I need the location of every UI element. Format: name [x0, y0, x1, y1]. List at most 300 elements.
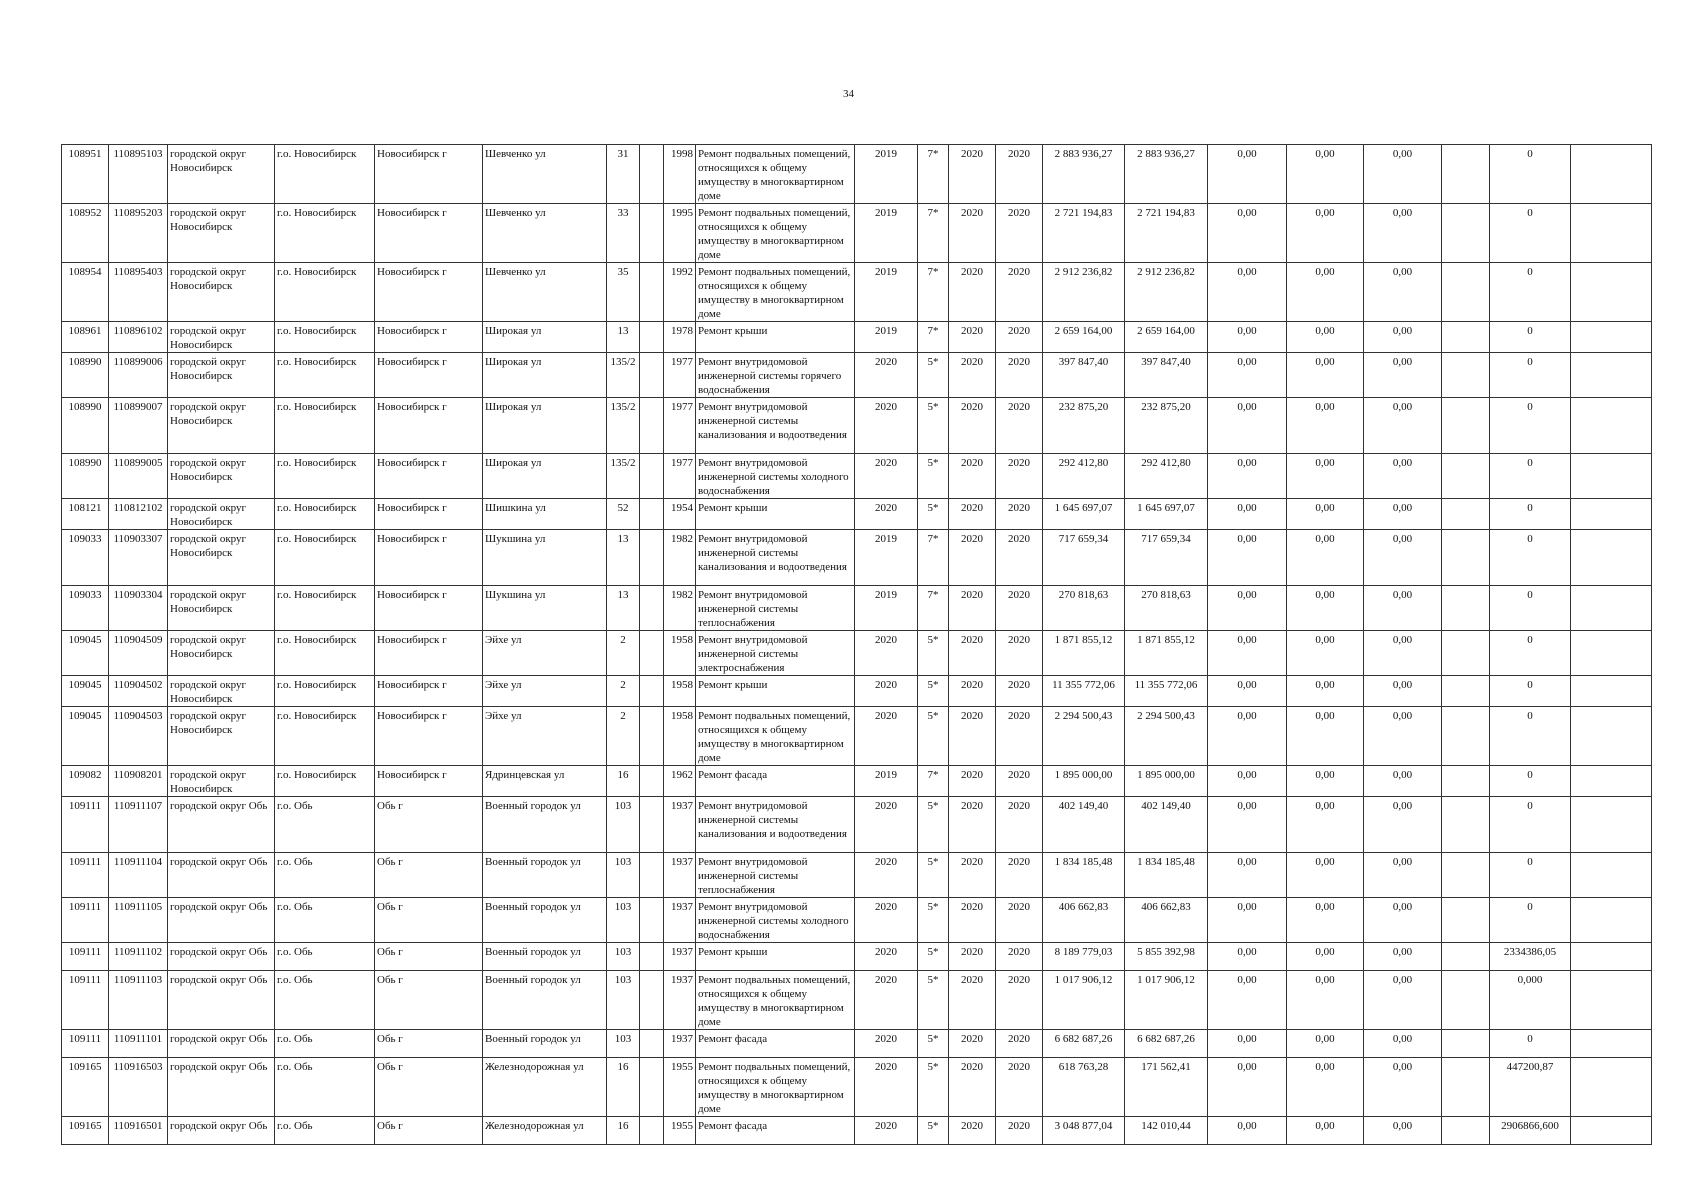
fund-amount-cell: 1 895 000,00: [1125, 766, 1208, 797]
budget-federal-cell: 0,00: [1208, 853, 1287, 898]
budget-federal-cell: 0,00: [1208, 353, 1287, 398]
owner-funds-cell: 0: [1490, 676, 1571, 707]
end-year-cell: 2020: [996, 676, 1043, 707]
work-type-cell: Ремонт подвальных помещений, относящихся к общему имуществу в многоквартирном доме: [696, 263, 855, 322]
blank-col-2-cell: [1571, 797, 1652, 853]
city-cell: Обь г: [375, 1058, 483, 1117]
table-row: [62, 530, 1652, 586]
budget-regional-cell: 0,00: [1287, 676, 1364, 707]
total-cost-cell: 1 017 906,12: [1043, 971, 1125, 1030]
building-number-cell: [640, 263, 664, 322]
build-year-cell: 1982: [664, 586, 696, 631]
street-cell: Военный городок ул: [483, 797, 607, 853]
blank-col-2-cell: [1571, 898, 1652, 943]
municipality-cell: г.о. Новосибирск: [275, 353, 375, 398]
end-year-cell: 2020: [996, 530, 1043, 586]
blank-col-2-cell: [1571, 943, 1652, 971]
total-cost-cell: 406 662,83: [1043, 898, 1125, 943]
fund-amount-cell: 292 412,80: [1125, 454, 1208, 499]
planned-year-cell: 2020: [855, 353, 918, 398]
blank-col-2-cell: [1571, 263, 1652, 322]
owner-funds-cell: 2334386,05: [1490, 943, 1571, 971]
street-cell: Военный городок ул: [483, 898, 607, 943]
criterion-cell: 5*: [918, 1117, 949, 1145]
planned-year-cell: 2020: [855, 898, 918, 943]
municipality-cell: г.о. Обь: [275, 898, 375, 943]
owner-funds-cell: 0: [1490, 766, 1571, 797]
municipality-cell: г.о. Обь: [275, 1117, 375, 1145]
work-type-cell: Ремонт внутридомовой инженерной системы теплоснабжения: [696, 586, 855, 631]
blank-col-cell: [1442, 1117, 1490, 1145]
street-cell: Шукшина ул: [483, 530, 607, 586]
record-id-cell: 109111: [62, 971, 109, 1030]
building-number-cell: [640, 707, 664, 766]
city-cell: Новосибирск г: [375, 204, 483, 263]
house-number-cell: 2: [607, 676, 640, 707]
district-name-cell: городской округ Обь: [168, 971, 275, 1030]
object-code-cell: 110899007: [109, 398, 168, 454]
blank-col-cell: [1442, 454, 1490, 499]
house-number-cell: 16: [607, 766, 640, 797]
blank-col-2-cell: [1571, 398, 1652, 454]
build-year-cell: 1962: [664, 766, 696, 797]
table-row: [62, 766, 1652, 797]
building-number-cell: [640, 1117, 664, 1145]
table-row: [62, 797, 1652, 853]
table-row: [62, 943, 1652, 971]
budget-regional-cell: 0,00: [1287, 204, 1364, 263]
blank-col-cell: [1442, 766, 1490, 797]
blank-col-cell: [1442, 398, 1490, 454]
district-name-cell: городской округ Обь: [168, 1117, 275, 1145]
total-cost-cell: 2 912 236,82: [1043, 263, 1125, 322]
district-name-cell: городской округ Обь: [168, 853, 275, 898]
fund-amount-cell: 142 010,44: [1125, 1117, 1208, 1145]
budget-local-cell: 0,00: [1364, 1030, 1442, 1058]
record-id-cell: 109111: [62, 853, 109, 898]
budget-federal-cell: 0,00: [1208, 943, 1287, 971]
criterion-cell: 5*: [918, 707, 949, 766]
owner-funds-cell: 0: [1490, 530, 1571, 586]
fund-amount-cell: 5 855 392,98: [1125, 943, 1208, 971]
budget-federal-cell: 0,00: [1208, 499, 1287, 530]
planned-year-cell: 2020: [855, 398, 918, 454]
building-number-cell: [640, 499, 664, 530]
table-row: [62, 263, 1652, 322]
start-year-cell: 2020: [949, 322, 996, 353]
end-year-cell: 2020: [996, 398, 1043, 454]
street-cell: Военный городок ул: [483, 1030, 607, 1058]
criterion-cell: 5*: [918, 898, 949, 943]
criterion-cell: 5*: [918, 454, 949, 499]
work-type-cell: Ремонт фасада: [696, 1030, 855, 1058]
record-id-cell: 108990: [62, 454, 109, 499]
record-id-cell: 109082: [62, 766, 109, 797]
blank-col-cell: [1442, 797, 1490, 853]
build-year-cell: 1958: [664, 631, 696, 676]
criterion-cell: 7*: [918, 586, 949, 631]
budget-local-cell: 0,00: [1364, 322, 1442, 353]
table-row: [62, 707, 1652, 766]
start-year-cell: 2020: [949, 353, 996, 398]
municipality-cell: г.о. Новосибирск: [275, 204, 375, 263]
end-year-cell: 2020: [996, 971, 1043, 1030]
city-cell: Новосибирск г: [375, 454, 483, 499]
city-cell: Обь г: [375, 971, 483, 1030]
city-cell: Новосибирск г: [375, 586, 483, 631]
blank-col-cell: [1442, 1030, 1490, 1058]
build-year-cell: 1937: [664, 853, 696, 898]
house-number-cell: 135/2: [607, 353, 640, 398]
city-cell: Новосибирск г: [375, 631, 483, 676]
build-year-cell: 1977: [664, 454, 696, 499]
blank-col-cell: [1442, 943, 1490, 971]
house-number-cell: 13: [607, 322, 640, 353]
budget-federal-cell: 0,00: [1208, 530, 1287, 586]
total-cost-cell: 2 659 164,00: [1043, 322, 1125, 353]
budget-local-cell: 0,00: [1364, 971, 1442, 1030]
build-year-cell: 1937: [664, 1030, 696, 1058]
budget-federal-cell: 0,00: [1208, 204, 1287, 263]
end-year-cell: 2020: [996, 943, 1043, 971]
budget-local-cell: 0,00: [1364, 853, 1442, 898]
municipality-cell: г.о. Обь: [275, 943, 375, 971]
municipality-cell: г.о. Новосибирск: [275, 499, 375, 530]
total-cost-cell: 8 189 779,03: [1043, 943, 1125, 971]
budget-local-cell: 0,00: [1364, 707, 1442, 766]
criterion-cell: 5*: [918, 676, 949, 707]
budget-local-cell: 0,00: [1364, 898, 1442, 943]
object-code-cell: 110911107: [109, 797, 168, 853]
owner-funds-cell: 2906866,600: [1490, 1117, 1571, 1145]
work-type-cell: Ремонт фасада: [696, 766, 855, 797]
work-type-cell: Ремонт подвальных помещений, относящихся к общему имуществу в многоквартирном доме: [696, 145, 855, 204]
budget-regional-cell: 0,00: [1287, 586, 1364, 631]
criterion-cell: 5*: [918, 353, 949, 398]
fund-amount-cell: 232 875,20: [1125, 398, 1208, 454]
work-type-cell: Ремонт внутридомовой инженерной системы канализования и водоотведения: [696, 398, 855, 454]
municipality-cell: г.о. Обь: [275, 797, 375, 853]
work-type-cell: Ремонт внутридомовой инженерной системы холодного водоснабжения: [696, 454, 855, 499]
total-cost-cell: 6 682 687,26: [1043, 1030, 1125, 1058]
end-year-cell: 2020: [996, 766, 1043, 797]
object-code-cell: 110911102: [109, 943, 168, 971]
criterion-cell: 5*: [918, 797, 949, 853]
city-cell: Новосибирск г: [375, 707, 483, 766]
blank-col-cell: [1442, 499, 1490, 530]
street-cell: Военный городок ул: [483, 943, 607, 971]
blank-col-cell: [1442, 631, 1490, 676]
criterion-cell: 5*: [918, 1030, 949, 1058]
budget-federal-cell: 0,00: [1208, 145, 1287, 204]
table-row: [62, 631, 1652, 676]
blank-col-2-cell: [1571, 322, 1652, 353]
blank-col-2-cell: [1571, 1058, 1652, 1117]
blank-col-cell: [1442, 676, 1490, 707]
blank-col-cell: [1442, 707, 1490, 766]
total-cost-cell: 402 149,40: [1043, 797, 1125, 853]
district-name-cell: городской округ Новосибирск: [168, 707, 275, 766]
street-cell: Шишкина ул: [483, 499, 607, 530]
object-code-cell: 110899006: [109, 353, 168, 398]
work-type-cell: Ремонт подвальных помещений, относящихся к общему имуществу в многоквартирном доме: [696, 971, 855, 1030]
fund-amount-cell: 406 662,83: [1125, 898, 1208, 943]
street-cell: Шевченко ул: [483, 145, 607, 204]
budget-local-cell: 0,00: [1364, 631, 1442, 676]
record-id-cell: 109045: [62, 707, 109, 766]
blank-col-cell: [1442, 204, 1490, 263]
budget-regional-cell: 0,00: [1287, 853, 1364, 898]
city-cell: Новосибирск г: [375, 499, 483, 530]
record-id-cell: 109033: [62, 586, 109, 631]
end-year-cell: 2020: [996, 1058, 1043, 1117]
district-name-cell: городской округ Обь: [168, 943, 275, 971]
record-id-cell: 108961: [62, 322, 109, 353]
end-year-cell: 2020: [996, 797, 1043, 853]
house-number-cell: 13: [607, 530, 640, 586]
budget-federal-cell: 0,00: [1208, 707, 1287, 766]
house-number-cell: 52: [607, 499, 640, 530]
budget-local-cell: 0,00: [1364, 1117, 1442, 1145]
blank-col-2-cell: [1571, 530, 1652, 586]
district-name-cell: городской округ Новосибирск: [168, 263, 275, 322]
city-cell: Новосибирск г: [375, 263, 483, 322]
blank-col-2-cell: [1571, 204, 1652, 263]
start-year-cell: 2020: [949, 1117, 996, 1145]
budget-federal-cell: 0,00: [1208, 631, 1287, 676]
table-row: [62, 353, 1652, 398]
start-year-cell: 2020: [949, 676, 996, 707]
budget-regional-cell: 0,00: [1287, 707, 1364, 766]
total-cost-cell: 2 883 936,27: [1043, 145, 1125, 204]
budget-local-cell: 0,00: [1364, 263, 1442, 322]
end-year-cell: 2020: [996, 145, 1043, 204]
house-number-cell: 103: [607, 898, 640, 943]
planned-year-cell: 2020: [855, 1117, 918, 1145]
building-number-cell: [640, 204, 664, 263]
total-cost-cell: 618 763,28: [1043, 1058, 1125, 1117]
work-type-cell: Ремонт фасада: [696, 1117, 855, 1145]
blank-col-cell: [1442, 322, 1490, 353]
building-number-cell: [640, 766, 664, 797]
house-number-cell: 103: [607, 853, 640, 898]
building-number-cell: [640, 797, 664, 853]
street-cell: Широкая ул: [483, 322, 607, 353]
street-cell: Железнодорожная ул: [483, 1117, 607, 1145]
budget-local-cell: 0,00: [1364, 398, 1442, 454]
blank-col-2-cell: [1571, 707, 1652, 766]
budget-local-cell: 0,00: [1364, 204, 1442, 263]
record-id-cell: 109111: [62, 797, 109, 853]
owner-funds-cell: 0: [1490, 797, 1571, 853]
street-cell: Ядринцевская ул: [483, 766, 607, 797]
district-name-cell: городской округ Новосибирск: [168, 766, 275, 797]
district-name-cell: городской округ Новосибирск: [168, 454, 275, 499]
object-code-cell: 110895203: [109, 204, 168, 263]
budget-federal-cell: 0,00: [1208, 586, 1287, 631]
owner-funds-cell: 0: [1490, 499, 1571, 530]
budget-local-cell: 0,00: [1364, 530, 1442, 586]
planned-year-cell: 2019: [855, 530, 918, 586]
record-id-cell: 108990: [62, 353, 109, 398]
blank-col-cell: [1442, 971, 1490, 1030]
object-code-cell: 110904503: [109, 707, 168, 766]
owner-funds-cell: 0: [1490, 204, 1571, 263]
build-year-cell: 1978: [664, 322, 696, 353]
total-cost-cell: 11 355 772,06: [1043, 676, 1125, 707]
build-year-cell: 1955: [664, 1117, 696, 1145]
start-year-cell: 2020: [949, 398, 996, 454]
house-number-cell: 2: [607, 631, 640, 676]
criterion-cell: 5*: [918, 398, 949, 454]
budget-federal-cell: 0,00: [1208, 898, 1287, 943]
budget-regional-cell: 0,00: [1287, 499, 1364, 530]
house-number-cell: 31: [607, 145, 640, 204]
planned-year-cell: 2019: [855, 145, 918, 204]
build-year-cell: 1995: [664, 204, 696, 263]
owner-funds-cell: 0: [1490, 631, 1571, 676]
end-year-cell: 2020: [996, 586, 1043, 631]
table-row: [62, 676, 1652, 707]
blank-col-2-cell: [1571, 766, 1652, 797]
city-cell: Новосибирск г: [375, 766, 483, 797]
budget-federal-cell: 0,00: [1208, 797, 1287, 853]
planned-year-cell: 2020: [855, 853, 918, 898]
criterion-cell: 7*: [918, 145, 949, 204]
total-cost-cell: 717 659,34: [1043, 530, 1125, 586]
criterion-cell: 7*: [918, 322, 949, 353]
start-year-cell: 2020: [949, 263, 996, 322]
street-cell: Шевченко ул: [483, 263, 607, 322]
fund-amount-cell: 1 017 906,12: [1125, 971, 1208, 1030]
street-cell: Широкая ул: [483, 398, 607, 454]
municipality-cell: г.о. Новосибирск: [275, 631, 375, 676]
work-type-cell: Ремонт подвальных помещений, относящихся к общему имуществу в многоквартирном доме: [696, 1058, 855, 1117]
city-cell: Обь г: [375, 797, 483, 853]
start-year-cell: 2020: [949, 530, 996, 586]
end-year-cell: 2020: [996, 707, 1043, 766]
planned-year-cell: 2020: [855, 454, 918, 499]
end-year-cell: 2020: [996, 322, 1043, 353]
planned-year-cell: 2020: [855, 943, 918, 971]
criterion-cell: 5*: [918, 1058, 949, 1117]
house-number-cell: 35: [607, 263, 640, 322]
municipality-cell: г.о. Новосибирск: [275, 707, 375, 766]
city-cell: Обь г: [375, 1117, 483, 1145]
city-cell: Обь г: [375, 853, 483, 898]
street-cell: Военный городок ул: [483, 853, 607, 898]
budget-regional-cell: 0,00: [1287, 797, 1364, 853]
district-name-cell: городской округ Новосибирск: [168, 353, 275, 398]
owner-funds-cell: 0,000: [1490, 971, 1571, 1030]
municipality-cell: г.о. Обь: [275, 1058, 375, 1117]
owner-funds-cell: 447200,87: [1490, 1058, 1571, 1117]
budget-federal-cell: 0,00: [1208, 322, 1287, 353]
budget-regional-cell: 0,00: [1287, 263, 1364, 322]
building-number-cell: [640, 971, 664, 1030]
start-year-cell: 2020: [949, 145, 996, 204]
building-number-cell: [640, 322, 664, 353]
record-id-cell: 108951: [62, 145, 109, 204]
start-year-cell: 2020: [949, 898, 996, 943]
record-id-cell: 108952: [62, 204, 109, 263]
table-row: [62, 454, 1652, 499]
city-cell: Обь г: [375, 898, 483, 943]
owner-funds-cell: 0: [1490, 586, 1571, 631]
building-number-cell: [640, 631, 664, 676]
district-name-cell: городской округ Обь: [168, 898, 275, 943]
budget-regional-cell: 0,00: [1287, 145, 1364, 204]
building-number-cell: [640, 1058, 664, 1117]
municipality-cell: г.о. Обь: [275, 1030, 375, 1058]
owner-funds-cell: 0: [1490, 398, 1571, 454]
planned-year-cell: 2020: [855, 499, 918, 530]
total-cost-cell: 1 895 000,00: [1043, 766, 1125, 797]
owner-funds-cell: 0: [1490, 707, 1571, 766]
criterion-cell: 7*: [918, 263, 949, 322]
build-year-cell: 1937: [664, 943, 696, 971]
district-name-cell: городской округ Новосибирск: [168, 145, 275, 204]
total-cost-cell: 292 412,80: [1043, 454, 1125, 499]
budget-local-cell: 0,00: [1364, 353, 1442, 398]
district-name-cell: городской округ Обь: [168, 1030, 275, 1058]
build-year-cell: 1998: [664, 145, 696, 204]
budget-regional-cell: 0,00: [1287, 1030, 1364, 1058]
owner-funds-cell: 0: [1490, 454, 1571, 499]
fund-amount-cell: 2 912 236,82: [1125, 263, 1208, 322]
object-code-cell: 110903307: [109, 530, 168, 586]
fund-amount-cell: 11 355 772,06: [1125, 676, 1208, 707]
street-cell: Эйхе ул: [483, 707, 607, 766]
street-cell: Широкая ул: [483, 454, 607, 499]
planned-year-cell: 2019: [855, 263, 918, 322]
budget-regional-cell: 0,00: [1287, 971, 1364, 1030]
budget-regional-cell: 0,00: [1287, 322, 1364, 353]
budget-regional-cell: 0,00: [1287, 353, 1364, 398]
object-code-cell: 110899005: [109, 454, 168, 499]
blank-col-2-cell: [1571, 353, 1652, 398]
street-cell: Эйхе ул: [483, 676, 607, 707]
street-cell: Эйхе ул: [483, 631, 607, 676]
object-code-cell: 110911103: [109, 971, 168, 1030]
budget-local-cell: 0,00: [1364, 943, 1442, 971]
planned-year-cell: 2019: [855, 586, 918, 631]
end-year-cell: 2020: [996, 1117, 1043, 1145]
object-code-cell: 110908201: [109, 766, 168, 797]
district-name-cell: городской округ Обь: [168, 797, 275, 853]
object-code-cell: 110911105: [109, 898, 168, 943]
total-cost-cell: 232 875,20: [1043, 398, 1125, 454]
planned-year-cell: 2019: [855, 766, 918, 797]
blank-col-cell: [1442, 145, 1490, 204]
planned-year-cell: 2019: [855, 204, 918, 263]
work-type-cell: Ремонт крыши: [696, 676, 855, 707]
district-name-cell: городской округ Новосибирск: [168, 631, 275, 676]
object-code-cell: 110895103: [109, 145, 168, 204]
table-row: [62, 204, 1652, 263]
city-cell: Новосибирск г: [375, 398, 483, 454]
planned-year-cell: 2020: [855, 707, 918, 766]
municipality-cell: г.о. Новосибирск: [275, 454, 375, 499]
building-number-cell: [640, 145, 664, 204]
criterion-cell: 7*: [918, 530, 949, 586]
record-id-cell: 108990: [62, 398, 109, 454]
budget-federal-cell: 0,00: [1208, 1058, 1287, 1117]
criterion-cell: 5*: [918, 943, 949, 971]
fund-amount-cell: 2 294 500,43: [1125, 707, 1208, 766]
criterion-cell: 5*: [918, 853, 949, 898]
budget-regional-cell: 0,00: [1287, 898, 1364, 943]
